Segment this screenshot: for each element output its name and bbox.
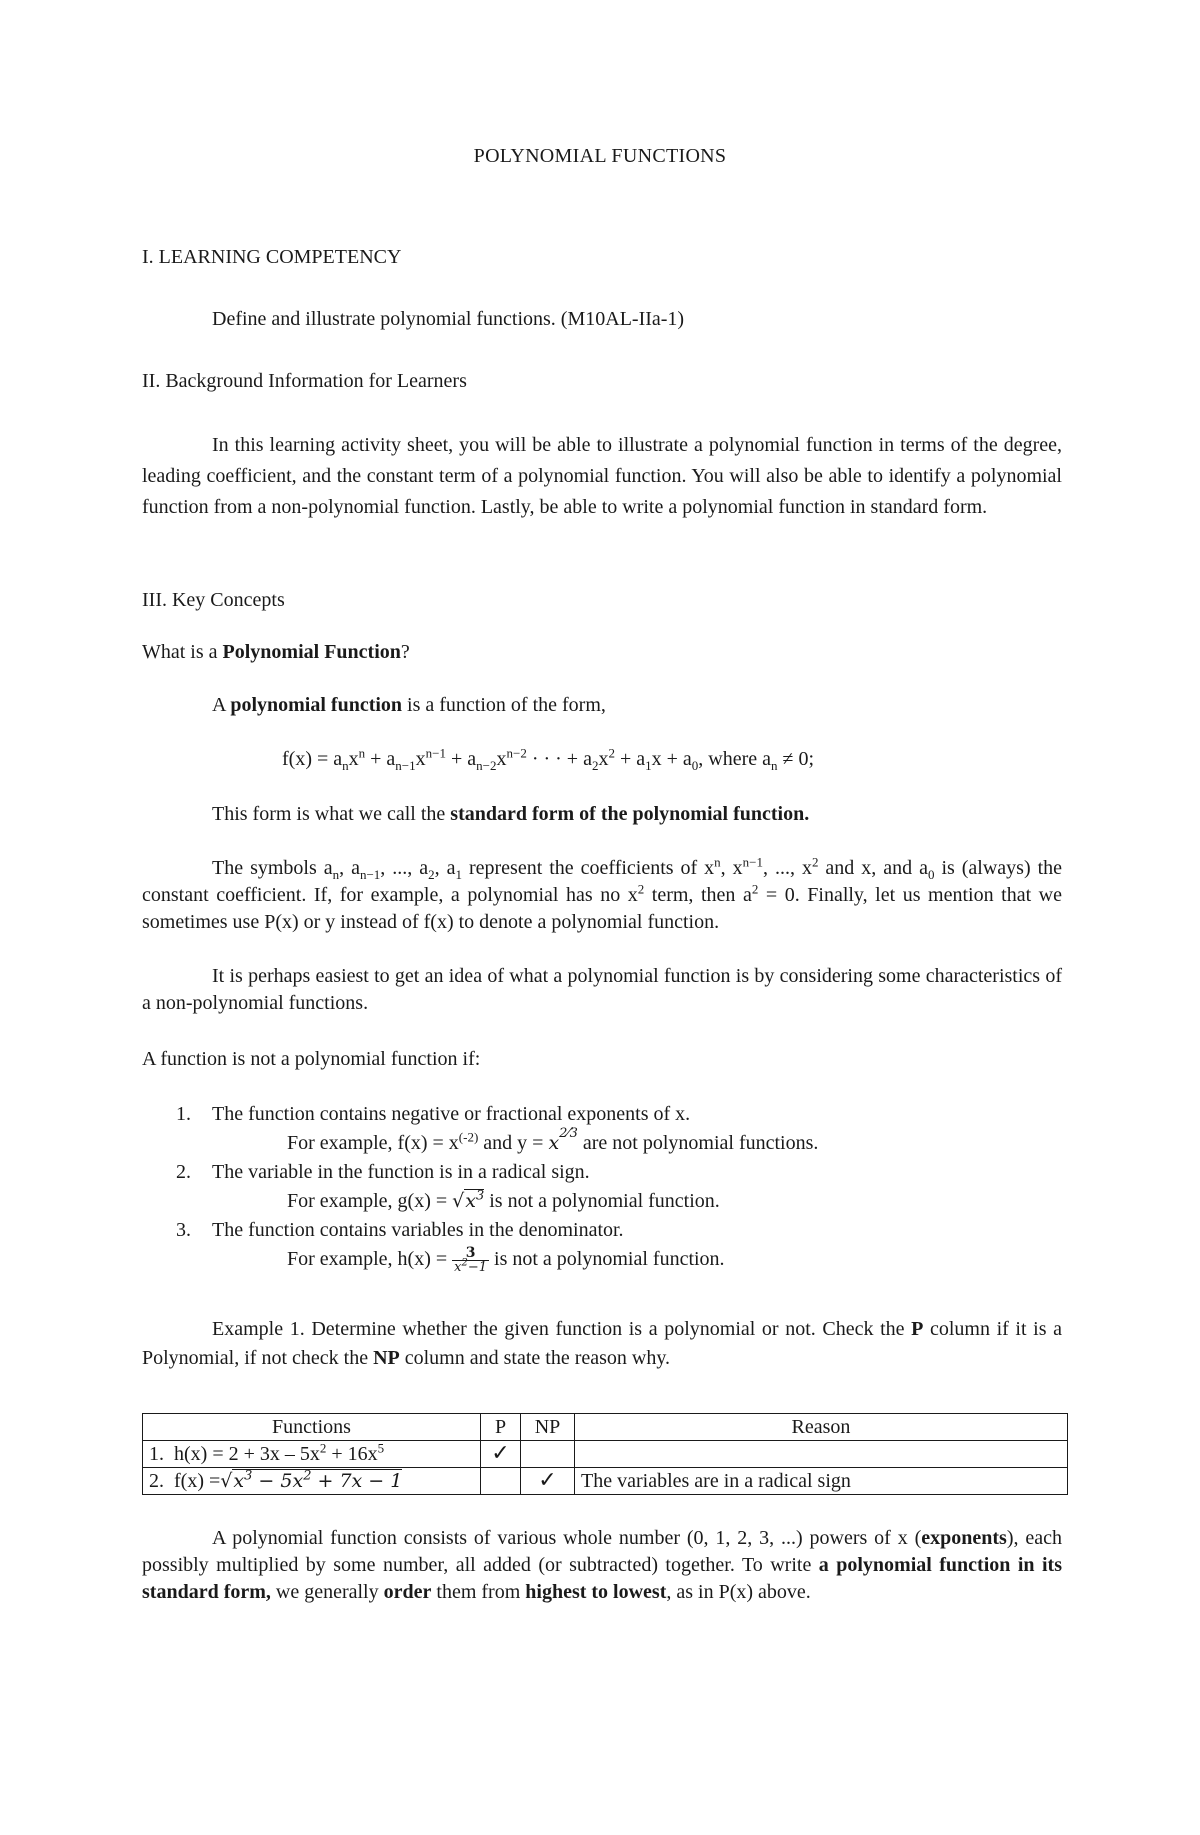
standard-form-note: This form is what we call the standard form of the polynomial function. xyxy=(212,803,810,825)
question-line: What is a Polynomial Function? xyxy=(142,641,410,663)
page-title: POLYNOMIAL FUNCTIONS xyxy=(473,145,727,167)
standard-form-formula: $f(x) = a_nx^n + a_{n-1}x^{n-1} + a_{n-2}x^{n-2}$ · · · + $a_2x^2 + a_1x + a_0$, where $a_n \ne 0$; xyxy=(282,745,815,773)
reason-cell: The variables are in a radical sign xyxy=(575,1468,1068,1495)
table-row xyxy=(143,1441,1068,1468)
conditions-list xyxy=(142,1100,1062,1275)
definition-line: A polynomial function is a function of the form, xyxy=(212,694,606,716)
check-icon: ✓ xyxy=(521,1468,575,1495)
example-table xyxy=(142,1413,1068,1495)
section-heading-key-concepts: III. Key Concepts xyxy=(142,589,285,611)
fraction: $\frac{3}{x^2-1}$ xyxy=(454,1244,488,1275)
header-p: P xyxy=(481,1414,521,1441)
condition-item: 2. The variable in the function is in a radical sign. xyxy=(176,1161,590,1183)
background-text: In this learning activity sheet, you will be able to illustrate a polynomial function in terms of the degree, leading coefficient, and the constant term of a polynomial function. You will also be able to identify a polynomial function from a non-polynomial function. Lastly, be able to write a polynomial function in standard form. xyxy=(142,434,1062,518)
header-reason: Reason xyxy=(575,1414,1068,1441)
condition-example: For example, $f(x) = x^{(-2)}$ and $y = x^{2⁄3}$ are not polynomial functions. xyxy=(287,1126,819,1154)
symbols-paragraph: The symbols $a_n$, $a_{n-1}$, ..., $a_2$, $a_1$ represent the coefficients of $x^n$, $x^{n-1}$, ..., $x^2$ and x, and $a_0$ is (always) the constant coefficient. If, for example, a polynomial has no $x^2$ term, then $a^2 = 0$. Finally, let us mention that we sometimes use P(x) or y instead of f(x) to denote a polynomial function. xyxy=(142,854,1063,933)
check-icon: ✓ xyxy=(481,1441,521,1468)
np-cell xyxy=(521,1441,575,1468)
function-cell: 2. $f(x) =√x^3 - 5x^2 + 7x - 1$ xyxy=(143,1468,481,1495)
perhaps-paragraph: It is perhaps easiest to get an idea of what a polynomial function is by considering some characteristics of a non-polynomial functions. xyxy=(142,965,1062,1014)
table-row xyxy=(143,1468,1068,1495)
function-cell: 1. $h(x) = 2 + 3x - 5x^2 + 16x^5$ xyxy=(143,1441,481,1468)
condition-example: For example, $g(x) = √x^3$ is not a polynomial function. xyxy=(287,1188,720,1212)
header-functions: Functions xyxy=(143,1414,481,1441)
section-heading-competency: I. LEARNING COMPETENCY xyxy=(142,246,402,268)
competency-text: Define and illustrate polynomial functions. (M10AL-IIa-1) xyxy=(212,308,685,330)
reason-cell xyxy=(575,1441,1068,1468)
example1-paragraph: Example 1. Determine whether the given function is a polynomial or not. Check the P column if it is a Polynomial, if not check the NP column and state the reason why. xyxy=(142,1318,1063,1369)
table-header-row xyxy=(143,1414,1068,1441)
condition-example: For example, h(x) = $\frac{3}{x^2-1}$ is not a polynomial function. xyxy=(287,1244,725,1275)
p-cell xyxy=(481,1468,521,1495)
not-poly-intro: A function is not a polynomial function if: xyxy=(142,1048,481,1070)
condition-item: 1. The function contains negative or fractional exponents of x. xyxy=(176,1103,691,1125)
header-np: NP xyxy=(521,1414,575,1441)
section-heading-background: II. Background Information for Learners xyxy=(142,370,467,392)
closing-paragraph: A polynomial function consists of various whole number (0, 1, 2, 3, ...) powers of x (exponents), each possibly multiplied by some number, all added (or subtracted) together. To write a polynomial function in its standard form, we generally order them from highest to lowest, as in P(x) above. xyxy=(142,1527,1062,1603)
condition-item: 3. The function contains variables in the denominator. xyxy=(176,1219,624,1241)
